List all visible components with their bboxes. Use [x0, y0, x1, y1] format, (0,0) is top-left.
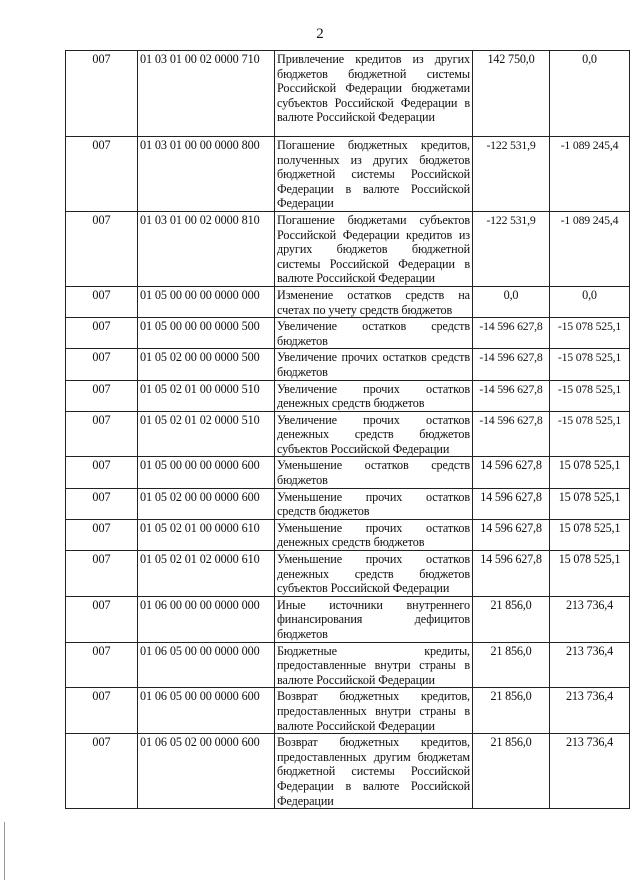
source-name-cell: Погашение бюджетами субъектов Российской Федерации кредитов из других бюджетов бюджетной системы Российской Федерации в валюте Российской Федерации [275, 211, 473, 286]
admin-code-cell: 007 [66, 688, 138, 734]
amount-year1-cell: 0,0 [473, 286, 550, 317]
table-row [66, 488, 630, 519]
admin-code-cell: 007 [66, 286, 138, 317]
table-row [66, 137, 630, 212]
budget-sources-table [65, 50, 630, 809]
table-row [66, 380, 630, 411]
table-row [66, 349, 630, 380]
source-name-cell: Уменьшение прочих остатков денежных средств бюджетов субъектов Российской Федерации [275, 551, 473, 597]
amount-year2-cell: 213 736,4 [550, 688, 630, 734]
budget-code-cell: 01 05 02 00 00 0000 500 [138, 349, 275, 380]
amount-year1-cell: -14 596 627,8 [473, 411, 550, 457]
table-row [66, 51, 630, 137]
admin-code-cell: 007 [66, 51, 138, 137]
amount-year1-cell: 14 596 627,8 [473, 488, 550, 519]
amount-year2-cell: 15 078 525,1 [550, 519, 630, 550]
table-body [66, 51, 630, 809]
budget-code-cell: 01 05 02 01 02 0000 610 [138, 551, 275, 597]
margin-mark [4, 822, 5, 880]
source-name-cell: Бюджетные кредиты, предоставленные внутри страны в валюте Российской Федерации [275, 642, 473, 688]
source-name-cell: Уменьшение прочих остатков средств бюджетов [275, 488, 473, 519]
source-name-cell: Увеличение остатков средств бюджетов [275, 318, 473, 349]
amount-year2-cell: 15 078 525,1 [550, 457, 630, 488]
budget-code-cell: 01 05 00 00 00 0000 600 [138, 457, 275, 488]
admin-code-cell: 007 [66, 488, 138, 519]
table-row [66, 596, 630, 642]
admin-code-cell: 007 [66, 519, 138, 550]
source-name-cell: Увеличение прочих остатков средств бюджетов [275, 349, 473, 380]
admin-code-cell: 007 [66, 137, 138, 212]
source-name-cell: Изменение остатков средств на счетах по учету средств бюджетов [275, 286, 473, 317]
page-number: 2 [316, 26, 324, 42]
budget-code-cell: 01 03 01 00 02 0000 810 [138, 211, 275, 286]
amount-year1-cell: -14 596 627,8 [473, 349, 550, 380]
amount-year2-cell: 15 078 525,1 [550, 488, 630, 519]
amount-year2-cell: 0,0 [550, 286, 630, 317]
amount-year2-cell: 213 736,4 [550, 642, 630, 688]
admin-code-cell: 007 [66, 551, 138, 597]
budget-code-cell: 01 05 02 01 00 0000 610 [138, 519, 275, 550]
admin-code-cell: 007 [66, 411, 138, 457]
budget-code-cell: 01 06 00 00 00 0000 000 [138, 596, 275, 642]
table-row [66, 211, 630, 286]
table-row [66, 551, 630, 597]
source-name-cell: Увеличение прочих остатков денежных средств бюджетов [275, 380, 473, 411]
amount-year2-cell: -15 078 525,1 [550, 411, 630, 457]
amount-year1-cell: 14 596 627,8 [473, 457, 550, 488]
admin-code-cell: 007 [66, 318, 138, 349]
admin-code-cell: 007 [66, 734, 138, 809]
table-row [66, 318, 630, 349]
budget-code-cell: 01 06 05 00 00 0000 600 [138, 688, 275, 734]
admin-code-cell: 007 [66, 380, 138, 411]
amount-year1-cell: 14 596 627,8 [473, 519, 550, 550]
amount-year2-cell: 213 736,4 [550, 734, 630, 809]
budget-code-cell: 01 03 01 00 02 0000 710 [138, 51, 275, 137]
amount-year1-cell: 21 856,0 [473, 596, 550, 642]
source-name-cell: Возврат бюджетных кредитов, предоставленных внутри страны в валюте Российской Федерации [275, 688, 473, 734]
table-row [66, 642, 630, 688]
table-row [66, 457, 630, 488]
amount-year1-cell: 21 856,0 [473, 734, 550, 809]
amount-year1-cell: 21 856,0 [473, 688, 550, 734]
amount-year1-cell: 14 596 627,8 [473, 551, 550, 597]
amount-year1-cell: 142 750,0 [473, 51, 550, 137]
amount-year2-cell: -1 089 245,4 [550, 137, 630, 212]
table-row [66, 519, 630, 550]
amount-year1-cell: -122 531,9 [473, 211, 550, 286]
amount-year2-cell: -1 089 245,4 [550, 211, 630, 286]
source-name-cell: Увеличение прочих остатков денежных средств бюджетов субъектов Российской Федерации [275, 411, 473, 457]
amount-year2-cell: 213 736,4 [550, 596, 630, 642]
amount-year2-cell: 0,0 [550, 51, 630, 137]
budget-code-cell: 01 06 05 00 00 0000 000 [138, 642, 275, 688]
amount-year2-cell: -15 078 525,1 [550, 318, 630, 349]
amount-year1-cell: -14 596 627,8 [473, 380, 550, 411]
table-row [66, 286, 630, 317]
budget-code-cell: 01 05 02 00 00 0000 600 [138, 488, 275, 519]
amount-year1-cell: -14 596 627,8 [473, 318, 550, 349]
source-name-cell: Иные источники внутреннего финансирования дефицитов бюджетов [275, 596, 473, 642]
table-row [66, 734, 630, 809]
amount-year2-cell: -15 078 525,1 [550, 380, 630, 411]
budget-code-cell: 01 06 05 02 00 0000 600 [138, 734, 275, 809]
budget-code-cell: 01 05 00 00 00 0000 500 [138, 318, 275, 349]
amount-year1-cell: 21 856,0 [473, 642, 550, 688]
amount-year2-cell: -15 078 525,1 [550, 349, 630, 380]
source-name-cell: Уменьшение остатков средств бюджетов [275, 457, 473, 488]
amount-year1-cell: -122 531,9 [473, 137, 550, 212]
budget-code-cell: 01 03 01 00 00 0000 800 [138, 137, 275, 212]
table-row [66, 688, 630, 734]
admin-code-cell: 007 [66, 211, 138, 286]
admin-code-cell: 007 [66, 596, 138, 642]
source-name-cell: Погашение бюджетных кредитов, полученных из других бюджетов бюджетной системы Российской Федерации в валюте Российской Федерации [275, 137, 473, 212]
admin-code-cell: 007 [66, 457, 138, 488]
budget-code-cell: 01 05 02 01 02 0000 510 [138, 411, 275, 457]
amount-year2-cell: 15 078 525,1 [550, 551, 630, 597]
admin-code-cell: 007 [66, 642, 138, 688]
source-name-cell: Уменьшение прочих остатков денежных средств бюджетов [275, 519, 473, 550]
source-name-cell: Возврат бюджетных кредитов, предоставленных другим бюджетам бюджетной системы Российской Федерации в валюте Российской Федерации [275, 734, 473, 809]
table-row [66, 411, 630, 457]
admin-code-cell: 007 [66, 349, 138, 380]
source-name-cell: Привлечение кредитов из других бюджетов бюджетной системы Российской Федерации бюджетами субъектов Российской Федерации в валюте Российской Федерации [275, 51, 473, 137]
budget-code-cell: 01 05 02 01 00 0000 510 [138, 380, 275, 411]
budget-code-cell: 01 05 00 00 00 0000 000 [138, 286, 275, 317]
